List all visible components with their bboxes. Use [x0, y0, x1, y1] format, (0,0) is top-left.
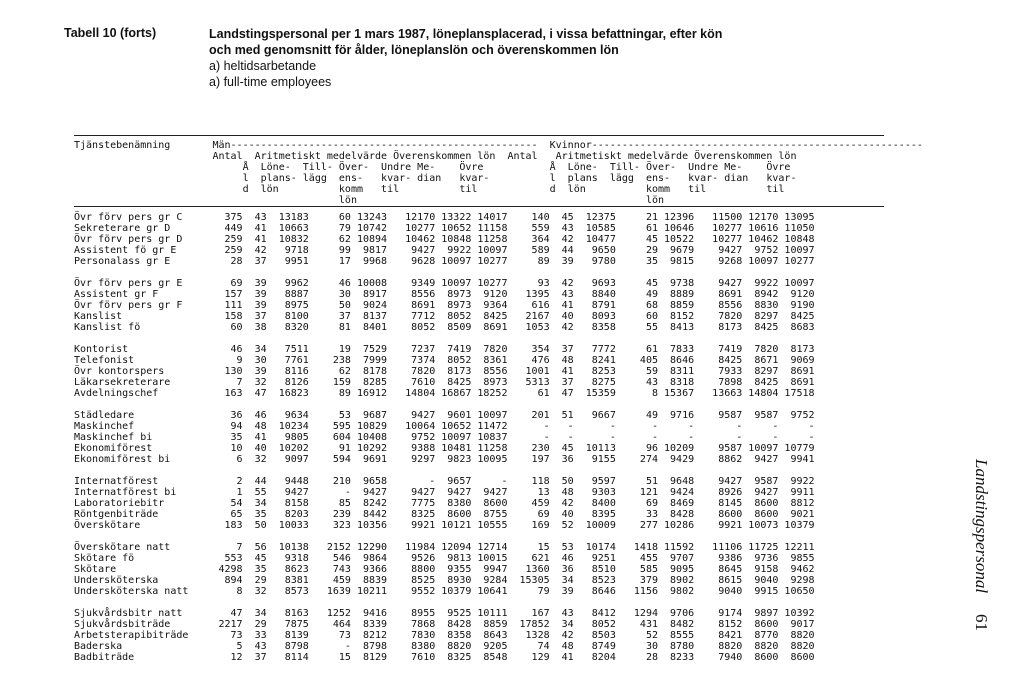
table-row-14: Övr kontorspers 130 39 8116 62 8178 7820 8173 8556 1001 41 8253 59 8311 7933 8297 8691: [74, 366, 815, 377]
table-row-38: Arbetsterapibiträde 73 33 8139 73 8212 7830 8358 8643 1328 42 8503 52 8555 8421 8770 8820: [74, 630, 815, 641]
table-row-19: Maskinchef 94 48 10234 595 10829 10064 10652 11472 - - - - - - - -: [74, 421, 815, 432]
column-header-line-1: Antal Aritmetiskt medelvärde Överenskommen lön Antal Aritmetiskt medelvärde Överenskommen lön: [74, 151, 797, 162]
table-row-21: Ekonomiförest 10 40 10202 91 10292 9388 10481 11258 230 45 10113 96 10209 9587 10097 10779: [74, 443, 815, 454]
table-row-36: Sjukvårdsbitr natt 47 34 8163 1252 9416 8955 9525 10111 167 43 8412 1294 9706 9174 9897 10392: [74, 608, 815, 619]
table-row-33: Undersköterska 894 29 8381 459 8839 8525 8930 9284 15305 34 8523 379 8902 8615 9040 9298: [74, 575, 815, 586]
column-header-line-0: Tjänstebenämning Män--------------------------------------------------- Kvinnor-------------------------------------------------------: [74, 140, 923, 151]
table-row-37: Sjukvårdsbiträde 2217 29 7875 464 8339 7868 8428 8859 17852 34 8052 431 8482 8152 8600 9017: [74, 619, 815, 630]
table-title: [209, 26, 809, 90]
table-row-24: Internatförest 2 44 9448 210 9658 - 9657 - 118 50 9597 51 9648 9427 9587 9922: [74, 476, 815, 487]
column-header-line-3: l plans- lägg ens- kvar- dian kvar- l plans lägg ens- kvar- dian kvar-: [74, 173, 797, 184]
top-rule: [74, 135, 884, 136]
table-row-6: Övr förv pers gr E 69 39 9962 46 10008 9349 10097 10277 93 42 9693 45 9738 9427 9922 10097: [74, 278, 815, 289]
page-number: 61: [972, 614, 991, 631]
table-row-1: Sekreterare gr D 449 41 10663 79 10742 10277 10652 11158 559 43 10585 61 10646 10277 10616 11050: [74, 223, 815, 234]
table-row-35: [74, 597, 815, 608]
table-row-10: Kanslist fö 60 38 8320 81 8401 8052 8509 8691 1053 42 8358 55 8413 8173 8425 8683: [74, 322, 815, 333]
table-row-28: Överskötare 183 50 10033 323 10356 9921 10121 10555 169 52 10009 277 10286 9921 10073 10379: [74, 520, 815, 531]
title-line-3: a) heltidsarbetande: [209, 59, 317, 73]
column-header-line-5: lön lön: [74, 195, 665, 206]
table-row-27: Röntgenbiträde 65 35 8203 239 8442 8325 8600 8755 69 40 8395 33 8428 8600 8600 9021: [74, 509, 815, 520]
table-row-18: Städledare 36 46 9634 53 9687 9427 9601 10097 201 51 9667 49 9716 9587 9587 9752: [74, 410, 815, 421]
side-caption: [964, 456, 998, 636]
table-row-29: [74, 531, 815, 542]
side-caption-graphic: [964, 456, 998, 636]
table-body: [74, 212, 815, 663]
title-line-4: a) full-time employees: [209, 75, 332, 89]
table-row-30: Överskötare natt 7 56 10138 2152 12290 11984 12094 12714 15 53 10174 1418 11592 11106 11725 12211: [74, 542, 815, 553]
column-header-line-4: d lön komm til til d lön komm til til: [74, 184, 785, 195]
table-row-13: Telefonist 9 30 7761 238 7999 7374 8052 8361 476 48 8241 405 8646 8425 8671 9069: [74, 355, 815, 366]
table-row-8: Övr förv pers gr F 111 39 8975 50 9024 8691 8973 9364 616 41 8791 68 8859 8556 8830 9190: [74, 300, 815, 311]
table-row-17: [74, 399, 815, 410]
table-row-5: [74, 267, 815, 278]
table-row-23: [74, 465, 815, 476]
table-row-31: Skötare fö 553 45 9318 546 9864 9526 9813 10015 621 46 9251 455 9707 9386 9736 9855: [74, 553, 815, 564]
table-row-32: Skötare 4298 35 8623 743 9366 8800 9355 9947 1360 36 8510 585 9095 8645 9158 9462: [74, 564, 815, 575]
table-row-2: Övr förv pers gr D 259 41 10832 62 10894 10462 10848 11258 364 42 10477 45 10522 10277 10462 10848: [74, 234, 815, 245]
column-header: [74, 140, 923, 206]
side-caption-text: Landstingspersonal: [972, 459, 991, 594]
table-row-9: Kanslist 158 37 8100 37 8137 7712 8052 8425 2167 40 8093 60 8152 7820 8297 8425: [74, 311, 815, 322]
title-line-1: Landstingspersonal per 1 mars 1987, löneplansplacerad, i vissa befattningar, efter kön: [209, 27, 723, 41]
table-row-15: Läkarsekreterare 7 32 8126 159 8285 7610 8425 8973 5313 37 8275 43 8318 7898 8425 8691: [74, 377, 815, 388]
table-row-16: Avdelningschef 163 47 16823 89 16912 14804 16867 18252 61 47 15359 8 15367 13663 14804 17518: [74, 388, 815, 399]
table-row-39: Baderska 5 43 8798 - 8798 8380 8820 9205 74 48 8749 30 8780 8820 8820 8820: [74, 641, 815, 652]
column-header-line-2: Å Löne- Till- Över- Undre Me- Övre Å Löne- Till- Över- Undre Me- Övre: [74, 162, 791, 173]
table-row-4: Personalass gr E 28 37 9951 17 9968 9628 10097 10277 89 39 9780 35 9815 9268 10097 10277: [74, 256, 815, 267]
table-row-34: Undersköterska natt 8 32 8573 1639 10211 9552 10379 10641 79 39 8646 1156 9802 9040 9915 10650: [74, 586, 815, 597]
header-rule: [74, 206, 884, 207]
table-label: Tabell 10 (forts): [64, 26, 157, 40]
table-row-25: Internatförest bi 1 55 9427 - 9427 9427 9427 9427 13 48 9303 121 9424 8926 9427 9911: [74, 487, 815, 498]
table-row-12: Kontorist 46 34 7511 19 7529 7237 7419 7820 354 37 7772 61 7833 7419 7820 8173: [74, 344, 815, 355]
table-row-11: [74, 333, 815, 344]
table-row-40: Badbiträde 12 37 8114 15 8129 7610 8325 8548 129 41 8204 28 8233 7940 8600 8600: [74, 652, 815, 663]
table-row-7: Assistent gr F 157 39 8887 30 8917 8556 8973 9120 1395 43 8840 49 8889 8691 8942 9120: [74, 289, 815, 300]
table-row-20: Maskinchef bi 35 41 9805 604 10408 9752 10097 10837 - - - - - - - -: [74, 432, 815, 443]
title-line-2: och med genomsnitt för ålder, löneplanslön och överenskommen lön: [209, 43, 619, 57]
table-row-22: Ekonomiförest bi 6 32 9097 594 9691 9297 9823 10095 197 36 9155 274 9429 8862 9427 9941: [74, 454, 815, 465]
table-row-0: Övr förv pers gr C 375 43 13183 60 13243 12170 13322 14017 140 45 12375 21 12396 11500 12170 13095: [74, 212, 815, 223]
table-row-26: Laboratoriebitr 54 34 8158 85 8242 7775 8380 8600 459 42 8400 69 8469 8145 8600 8812: [74, 498, 815, 509]
table-row-3: Assistent fö gr E 259 42 9718 99 9817 9427 9922 10097 589 44 9650 29 9679 9427 9752 10097: [74, 245, 815, 256]
